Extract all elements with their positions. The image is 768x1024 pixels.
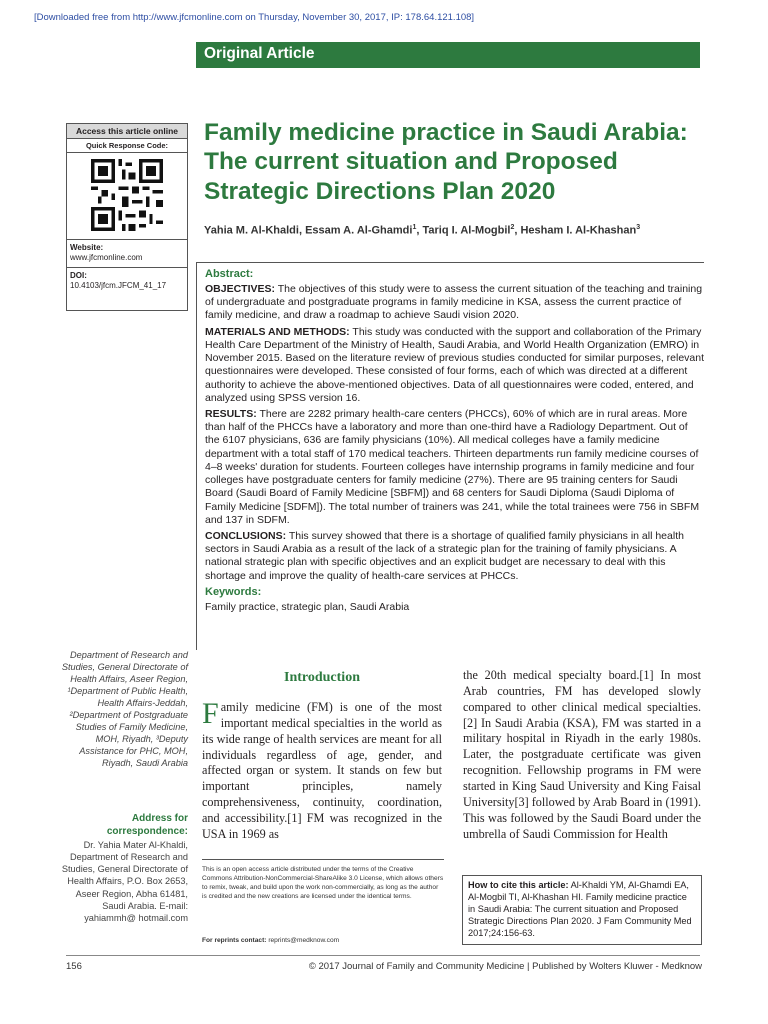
section-label: Original Article: [196, 42, 700, 68]
abstract-section: [196, 262, 704, 650]
results-label: RESULTS:: [205, 407, 257, 420]
author-name: , Hesham I. Al-Khashan: [514, 224, 637, 237]
affiliation-marker: 2: [510, 224, 515, 231]
abstract-conclusions: [205, 530, 704, 583]
reprints-label: For reprints contact:: [202, 937, 267, 944]
citation-text: Al-Khaldi YM, Al-Ghamdi EA, Al-Mogbil TI, Al-Khashan HI. Family medicine practice in Saudi Arabia: The current situation and Proposed Strategic Directions Plan 2020. J Fam Community Med 2017;24:156-63.: [468, 880, 692, 938]
access-box-header: Access this article online: [67, 124, 187, 139]
results-text: There are 2282 primary health-care centers (PHCCs), 60% of which are in rural areas. More than half of the PHCCs have a laboratory and more than one-third have a Radiology Department. Out of the 6107 physicians, 636 are family physicians (10%). All medical colleges have a family medicine department with a total staff of 170 medical teachers. Thirteen departments run family medicine courses of 4–8 weeks' duration for students. Fourteen colleges have internship programs in family medicine and four colleges have postgraduate centers for family medicine (27%). There are 95 training centers for Saudi Board (Saudi Board of Family Medicine [SBFM]) and 68 centers for Saudi Diploma (Saudi Diploma of Family Medicine [SDFM]). The total number of trainers was 241, while the total trainees were 756 in SBFM and 137 in SDFM.: [205, 407, 700, 526]
methods-label: MATERIALS AND METHODS:: [205, 325, 350, 338]
methods-text: This study was conducted with the support and collaboration of the Primary Health Care Department of the Ministry of Health, Saudi Arabia, and World Health Organization (EMRO) in November 2015. Based on the literature review of previous studies conducted for similar purposes, relevant questionnaires were developed. These consisted of four forms, each of which was directed at a different authority to achieve the above-mentioned objectives. Data of all questionnaires were coded, entered, and analyzed using SPSS version 16.: [205, 325, 705, 404]
citation-box: [462, 875, 702, 945]
objectives-label: OBJECTIVES:: [205, 283, 276, 295]
correspondence-address: Dr. Yahia Mater Al-Khaldi, Department of Research and Studies, General Directorate of Health Affairs, P.O. Box 2653, Aseer Region, Abha 61481, Saudi Arabia. E-mail: yahiammh@ hotmail.com: [61, 840, 188, 923]
reprints-contact: [202, 937, 339, 944]
keywords-text: Family practice, strategic plan, Saudi Arabia: [205, 600, 410, 613]
doi-label: DOI:: [70, 270, 87, 280]
author-name: Essam A. Al-Ghamdi: [305, 224, 413, 237]
website-link[interactable]: www.jfcmonline.com: [70, 253, 143, 263]
reprints-email[interactable]: reprints@medknow.com: [266, 937, 340, 944]
author-name: Yahia M. Al-Khaldi,: [204, 224, 306, 237]
abstract-heading: Abstract:: [205, 268, 254, 280]
access-article-box: [66, 123, 188, 311]
website-label: Website:: [70, 243, 104, 252]
abstract-methods: [205, 326, 704, 405]
citation-label: How to cite this article:: [468, 880, 569, 890]
doi-value[interactable]: 10.4103/jfcm.JFCM_41_17: [70, 281, 167, 291]
page-number: 156: [66, 961, 82, 972]
license-notice: This is an open access article distributed under the terms of the Creative Commons Attribution-NonCommercial-ShareAlike 3.0 License, which allows others to remix, tweak, and build upon the work non-commercially, as long as the author is credited and the new creations are licensed under the identical terms.: [202, 859, 444, 902]
author-list: [204, 224, 704, 237]
keywords-heading: Keywords:: [205, 585, 262, 598]
affiliation-marker: 1: [412, 224, 417, 231]
affiliation-marker: 3: [636, 224, 641, 231]
correspondence-heading: Address for correspondence:: [106, 813, 188, 837]
qr-label: Quick Response Code:: [67, 139, 187, 153]
body-column-right: the 20th medical specialty board.[1] In most Arab countries, FM has developed slowly compared to other clinical medical specialties.[2] In Saudi Arabia (KSA), FM was started in a military hospital in Riyadh in the early 1980s. Later, the postgraduate certificate was given recognition. Fellowship programs in FM were started in King Saud University and King Faisal University[3] followed by Arab Board in (1991). This was followed by the Saudi Board under the umbrella of Saudi Commission for Health: [463, 668, 701, 841]
introduction-heading: Introduction: [284, 670, 360, 685]
article-title: Family medicine practice in Saudi Arabia: The current situation and Proposed Strategic Directions Plan 2020: [204, 119, 688, 205]
author-name: , Tariq I. Al-Mogbil: [416, 224, 511, 237]
download-notice[interactable]: [Downloaded free from http://www.jfcmonline.com on Thursday, November 30, 2017, IP: 178.64.121.108]: [34, 12, 475, 23]
body-column-left: [202, 697, 442, 843]
qr-code-icon: [91, 159, 163, 231]
abstract-objectives: [205, 283, 704, 323]
objectives-text: The objectives of this study were to assess the current situation of the teaching and training of undergraduate and postgraduate programs in family medicine in KSA, assess the current practice of family medicine, and draw a roadmap to achieve Saudi vision 2020.: [205, 283, 703, 322]
website-row: [67, 239, 187, 267]
doi-row: [67, 267, 187, 295]
footer-journal: © 2017 Journal of Family and Community Medicine | Published by Wolters Kluwer - Medknow: [308, 961, 702, 972]
abstract-results: [205, 408, 704, 527]
footer-divider: [66, 955, 700, 956]
affiliations: Department of Research and Studies, General Directorate of Health Affairs, Aseer Region, ¹Department of Public Health, Health Affairs-Jeddah, ²Department of Postgraduate Studies of Family Medicine, MOH, Riyadh, ³Deputy Assistance for PHC, MOH, Riyadh, Saudi Arabia: [61, 650, 188, 768]
drop-cap: F: [202, 697, 219, 730]
conclusions-label: CONCLUSIONS:: [205, 529, 287, 542]
intro-paragraph: amily medicine (FM) is one of the most important medical specialties in the world as its wide range of health services are meant for all individuals regardless of age, gender, and affected organ or system. It stands on few but important principles, namely comprehensiveness, continuity, coordination, and accessibility.[1] FM was recognized in the USA in 1969 as: [202, 700, 442, 841]
conclusions-text: This survey showed that there is a shortage of qualified family physicians in all health sectors in Saudi Arabia as a result of the lack of a strategic plan for the training of family physicians. A national strategic plan with specific objectives and an explicit budget are necessary to deal with this shortage and improve the quality of health-care services at PHCCs.: [205, 529, 684, 582]
